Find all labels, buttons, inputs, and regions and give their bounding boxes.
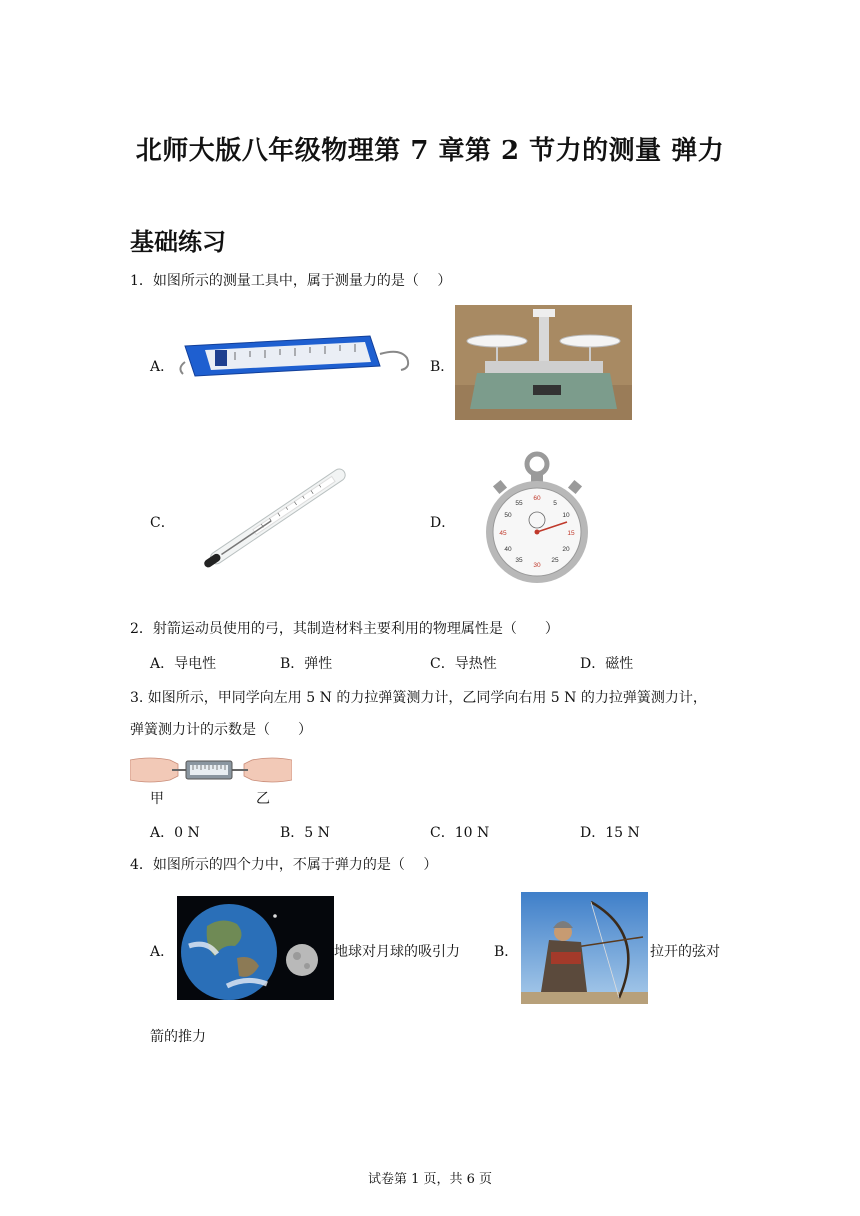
stopwatch-image — [485, 450, 590, 587]
q1-option-d-label: D． — [430, 515, 456, 531]
q4-option-a-label: A． — [150, 944, 175, 960]
stopwatch-numeral: 30 — [533, 562, 541, 569]
stopwatch-numeral: 15 — [567, 530, 575, 537]
spring-balance-pulled-image — [130, 752, 292, 786]
q2-option-b: B．弹性 — [280, 656, 333, 672]
page-footer: 试卷第 1 页，共 6 页 — [367, 1172, 493, 1187]
archer-image — [521, 892, 648, 1004]
stopwatch-numeral: 10 — [562, 512, 570, 519]
q2-option-a: A．导电性 — [150, 656, 217, 672]
q3-option-a: A．0 N — [150, 825, 200, 841]
earth-moon-image — [177, 896, 334, 1000]
question-1-stem: 1．如图所示的测量工具中，属于测量力的是（ ） — [130, 273, 452, 289]
question-3-stem-line1: 3. 如图所示，甲同学向左用 5 N 的力拉弹簧测力计，乙同学向右用 5 N 的力拉弹簧测力计， — [130, 690, 707, 706]
stopwatch-numeral: 45 — [499, 530, 507, 537]
q3-option-b: B．5 N — [280, 825, 330, 841]
question-2-stem: 2．射箭运动员使用的弓，其制造材料主要利用的物理属性是（ ） — [130, 621, 559, 637]
label-jia: 甲 — [150, 791, 164, 807]
page-title: 北师大版八年级物理第 7 章第 2 节力的测量 弹力 — [135, 136, 725, 166]
q1-option-c-label: C． — [150, 515, 175, 531]
spring-scale-image — [175, 328, 420, 380]
q4-option-a-text: 地球对月球的吸引力 — [334, 944, 460, 960]
stopwatch-numeral: 50 — [504, 512, 512, 519]
question-4-stem: 4．如图所示的四个力中，不属于弹力的是（ ） — [130, 857, 438, 873]
label-yi: 乙 — [256, 791, 270, 807]
balance-scale-image — [455, 305, 632, 420]
q4-option-b-label: B． — [494, 944, 519, 960]
stopwatch-numeral: 60 — [533, 495, 541, 502]
stopwatch-numeral: 25 — [551, 557, 559, 564]
stopwatch-numeral: 55 — [515, 500, 523, 507]
stopwatch-numeral: 5 — [553, 500, 557, 507]
q1-option-a-label: A． — [150, 359, 175, 375]
q1-option-b-label: B． — [430, 359, 455, 375]
stopwatch-numeral: 40 — [504, 546, 512, 553]
thermometer-image — [190, 465, 365, 570]
stopwatch-numeral: 35 — [515, 557, 523, 564]
question-3-stem-line2: 弹簧测力计的示数是（ ） — [130, 722, 312, 738]
q2-option-d: D．磁性 — [580, 656, 634, 672]
stopwatch-numeral: 20 — [562, 546, 570, 553]
q2-option-c: C．导热性 — [430, 656, 497, 672]
q4-option-b-text: 拉开的弦对 — [650, 944, 720, 960]
q3-option-c: C．10 N — [430, 825, 490, 841]
q3-option-d: D．15 N — [580, 825, 640, 841]
section-heading: 基础练习 — [130, 227, 226, 256]
q4-option-b-text-continued: 箭的推力 — [150, 1029, 206, 1045]
